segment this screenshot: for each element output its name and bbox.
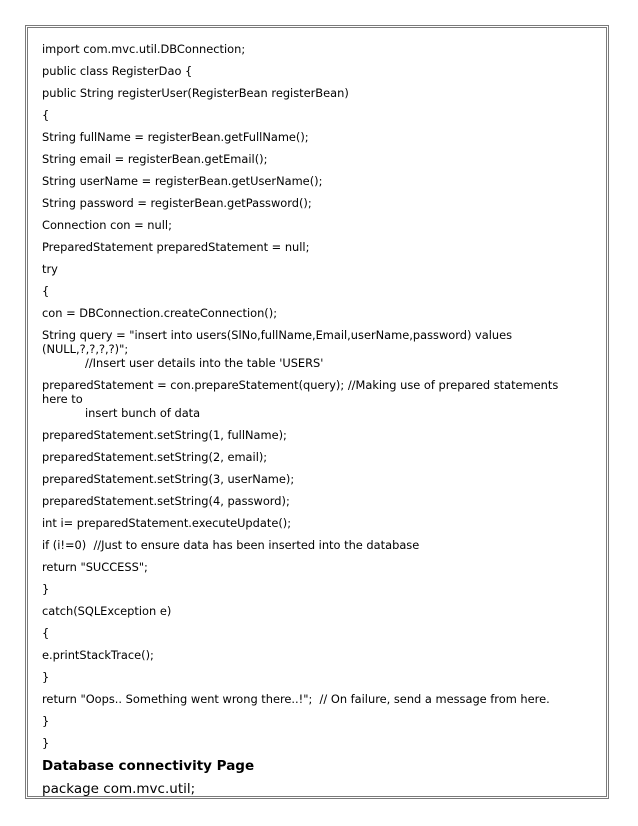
code-line <box>42 42 582 56</box>
code-line <box>42 736 582 750</box>
code-line-text: preparedStatement.setString(4, password); <box>42 494 290 508</box>
code-line-text: if (i!=0) //Just to ensure data has been inserted into the database <box>42 538 420 552</box>
code-line <box>42 450 582 464</box>
code-line <box>42 626 582 640</box>
code-line <box>42 306 582 320</box>
section-heading: Database connectivity Page <box>42 758 255 774</box>
code-line <box>42 428 582 442</box>
code-line <box>42 714 582 728</box>
code-line-text: Connection con = null; <box>42 218 172 232</box>
code-line <box>42 328 582 370</box>
code-line <box>42 108 582 122</box>
code-line <box>42 538 582 552</box>
code-line <box>42 196 582 210</box>
code-line-text: public class RegisterDao { <box>42 64 193 78</box>
code-line-text: { <box>42 626 50 640</box>
code-line-text: return "SUCCESS"; <box>42 560 148 574</box>
code-line <box>42 648 582 662</box>
code-line-text: } <box>42 736 50 750</box>
code-line <box>42 692 582 706</box>
code-line <box>42 670 582 684</box>
code-line <box>42 218 582 232</box>
code-line-text: String fullName = registerBean.getFullName(); <box>42 130 309 144</box>
code-line-text: String userName = registerBean.getUserName(); <box>42 174 323 188</box>
code-line-text: preparedStatement.setString(1, fullName); <box>42 428 287 442</box>
code-line <box>42 516 582 530</box>
code-line <box>42 560 582 574</box>
code-line-text: String password = registerBean.getPassword(); <box>42 196 312 210</box>
code-line-text: preparedStatement = con.prepareStatement(query); //Making use of prepared statements here to <box>42 378 562 406</box>
code-line-text: import com.mvc.util.DBConnection; <box>42 42 246 56</box>
code-line <box>42 174 582 188</box>
code-line-text: { <box>42 284 50 298</box>
code-line-continuation: //Insert user details into the table 'USERS' <box>85 356 324 370</box>
code-line <box>42 582 582 596</box>
code-line-text: preparedStatement.setString(3, userName); <box>42 472 295 486</box>
code-line <box>42 472 582 486</box>
code-line-text: PreparedStatement preparedStatement = null; <box>42 240 310 254</box>
code-line-continuation: insert bunch of data <box>85 406 201 420</box>
code-line-text: try <box>42 262 58 276</box>
code-line <box>42 130 582 144</box>
code-line-text: catch(SQLException e) <box>42 604 172 618</box>
code-line <box>42 240 582 254</box>
code-line-text: String query = "insert into users(SlNo,fullName,Email,userName,password) values (NULL,?,?,?,?)"; <box>42 328 516 356</box>
code-line-text: { <box>42 108 50 122</box>
code-line <box>42 604 582 618</box>
code-line-text: int i= preparedStatement.executeUpdate(); <box>42 516 292 530</box>
code-line-text: e.printStackTrace(); <box>42 648 154 662</box>
code-line <box>42 378 582 420</box>
code-line-text: } <box>42 582 50 596</box>
code-line-text: preparedStatement.setString(2, email); <box>42 450 268 464</box>
code-line <box>42 152 582 166</box>
code-block <box>42 42 582 750</box>
document-body <box>42 42 582 797</box>
code-line-text: con = DBConnection.createConnection(); <box>42 306 278 320</box>
code-line <box>42 494 582 508</box>
code-line <box>42 64 582 78</box>
code-line <box>42 284 582 298</box>
package-line: package com.mvc.util; <box>42 781 196 797</box>
code-line-text: } <box>42 714 50 728</box>
code-line <box>42 86 582 100</box>
code-line-text: String email = registerBean.getEmail(); <box>42 152 268 166</box>
code-line-text: public String registerUser(RegisterBean registerBean) <box>42 86 349 100</box>
code-line <box>42 262 582 276</box>
code-line-text: return "Oops.. Something went wrong there..!"; // On failure, send a message from here. <box>42 692 550 706</box>
code-line-text: } <box>42 670 50 684</box>
